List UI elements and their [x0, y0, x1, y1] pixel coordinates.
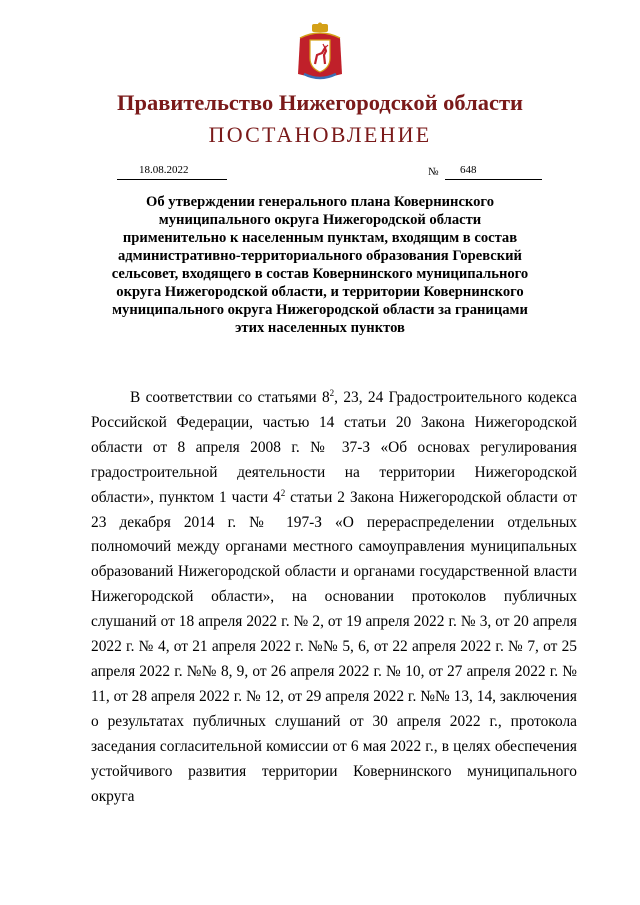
- document-type: ПОСТАНОВЛЕНИЕ: [208, 122, 432, 147]
- number-sign: №: [428, 166, 439, 178]
- document-number-field: [445, 163, 542, 180]
- superscript-2: 2: [280, 487, 286, 498]
- body-text-3: статьи 2 Закона Нижегородской области от 23 декабря 2014 г. № 197-З «О перераспределении отдельных полномочий между органами местного самоуправления муниципальных образований Нижегородской области и органами государственной власти Нижегородской области», на основании протоколов публичных слушаний от 18 апреля 2022 г. № 2, от 19 апреля 2022 г. № 3, от 20 апреля 2022 г. № 4, от 21 апреля 2022 г. №№ 5, 6, от 22 апреля 2022 г. № 7, от 25 апреля 2022 г. №№ 8, 9, от 26 апреля 2022 г. № 10, от 27 апреля 2022 г. № 11, от 28 апреля 2022 г. № 12, от 29 апреля 2022 г. №№ 13, 14, заключения о результатах публичных слушаний от 30 апреля 2022 г., протокола заседания согласительной комиссии от 6 мая 2022 г., в целях обеспечения устойчивого развития территории Ковернинского муниципального округа: [91, 488, 577, 805]
- superscript-1: 2: [329, 388, 335, 398]
- document-date-field: [117, 163, 227, 180]
- government-name: Правительство Нижегородской области: [116, 90, 524, 115]
- document-date: 18.08.2022: [139, 164, 189, 176]
- document-number: 648: [460, 164, 477, 176]
- coat-of-arms-icon: [296, 22, 344, 82]
- document-title: Об утверждении генерального плана Ковернинского муниципального округа Нижегородской области применительно к населенным пунктам, входящим в состав административно-территориального образования Горевский сельсовет, входящего в состав Ковернинского муниципального округа Нижегородской области, и территории Ковернинского муниципального округа Нижегородской области за границами этих населенных пунктов: [111, 194, 529, 336]
- body-paragraph: [91, 386, 577, 809]
- body-text-2: , 23, 24 Градостроительного кодекса Российской Федерации, частью 14 статьи 20 Закона Нижегородской области от 8 апреля 2008 г. № 37-З «Об основах регулирования градостроительной деятельности на территории Нижегородской области», пунктом 1 части 4: [91, 389, 577, 506]
- body-text-1: В соответствии со статьями 8: [130, 389, 330, 406]
